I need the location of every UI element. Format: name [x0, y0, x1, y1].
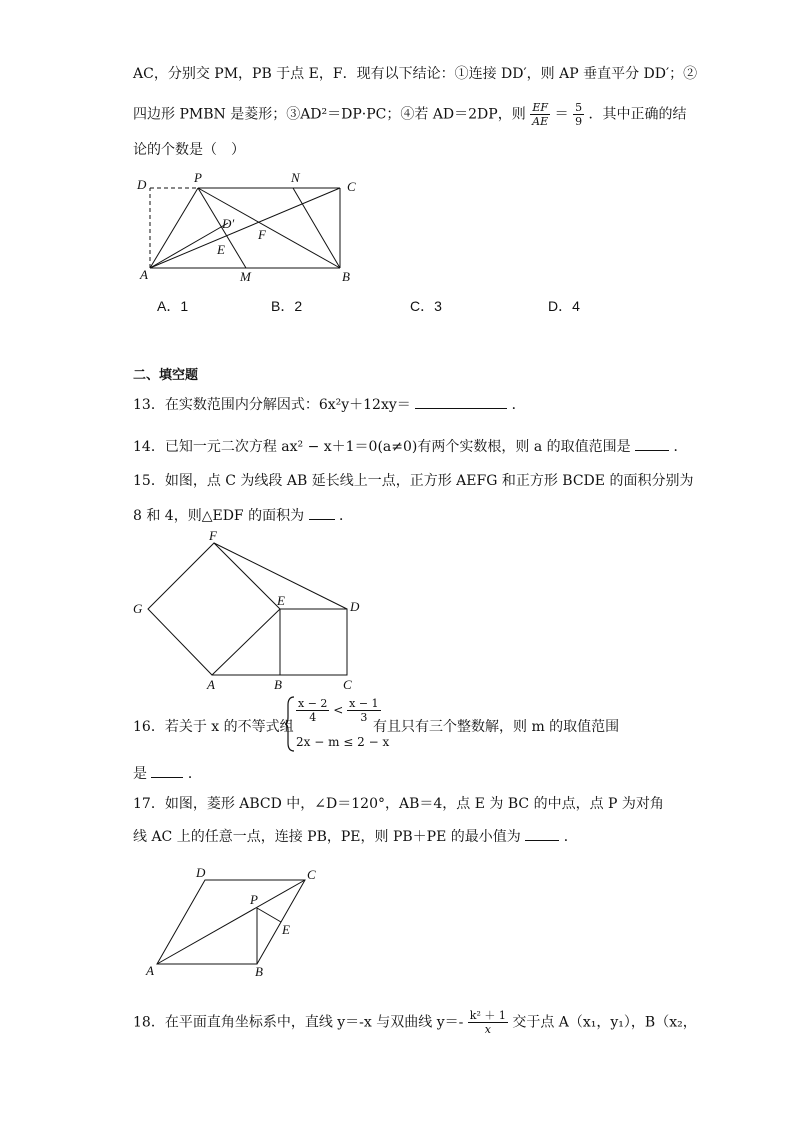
q13-text: 13．在实数范围内分解因式：6x²y＋12xy＝	[133, 397, 411, 413]
q17-answer-blank[interactable]	[525, 826, 559, 841]
section-fill-in-title: 二、填空题	[133, 367, 199, 382]
q16-frac-left-num: x − 2	[298, 697, 328, 710]
q17-label-e: E	[282, 922, 290, 937]
q12-line2-text: 四边形 PMBN 是菱形；③AD²＝DP·PC；④若 AD＝2DP，则	[133, 106, 526, 123]
q12-label-e: E	[217, 242, 225, 257]
q13-end: ．	[511, 397, 526, 413]
q12-label-a: A	[140, 267, 148, 282]
q15-label-a: A	[207, 677, 215, 692]
q12-label-d-prime: D′	[222, 216, 235, 231]
q14-answer-blank[interactable]	[635, 436, 669, 451]
q12-segment-ap	[150, 188, 198, 268]
q12-line2	[133, 101, 687, 128]
q15-end: ．	[339, 508, 353, 524]
q17-line2	[133, 826, 578, 847]
q14-end: ．	[673, 439, 688, 455]
q15-label-c: C	[343, 677, 352, 692]
q18-suffix: 交于点 A（x₁，y₁），B（x₂，	[512, 1014, 697, 1031]
q18-frac-den: x	[484, 1023, 491, 1036]
q12-label-b: B	[342, 269, 350, 284]
q12-fraction-5-9	[573, 101, 584, 128]
q15-label-g: G	[133, 601, 143, 616]
q12-label-m: M	[240, 269, 251, 284]
q15-label-b: B	[274, 677, 282, 692]
q16-line2-text: 是	[133, 766, 147, 782]
q12-label-p: P	[194, 170, 202, 185]
q18-prefix: 18．在平面直角坐标系中，直线 y＝-x 与双曲线 y＝-	[133, 1014, 464, 1031]
q15-line1: 15．如图，点 C 为线段 AB 延长线上一点，正方形 AEFG 和正方形 BCDE 的面积分别为	[133, 473, 694, 489]
q16-answer-blank[interactable]	[151, 763, 183, 778]
q12-line1: AC，分别交 PM，PB 于点 E，F．现有以下结论：①连接 DD′，则 AP 垂直平分 DD′；②	[133, 66, 698, 82]
q12-fraction-ef-ae	[530, 101, 550, 128]
q17-label-b: B	[255, 964, 263, 979]
q12-choice-a[interactable]: A．1	[157, 298, 189, 314]
q17-segment-pe	[257, 908, 281, 922]
q17-label-p: P	[250, 892, 258, 907]
q12-line2-tail: ．其中正确的结	[588, 106, 687, 123]
q12-frac2-den: 9	[575, 115, 583, 128]
q12-label-c: C	[347, 179, 356, 194]
q13	[133, 394, 526, 415]
q15-label-f: F	[209, 528, 217, 543]
q15-square-bcde	[280, 609, 347, 675]
q17-line1: 17．如图，菱形 ABCD 中，∠D＝120°，AB＝4，点 E 为 BC 的中点，点 P 为对角	[133, 796, 664, 812]
q12-eq: ＝	[554, 106, 569, 123]
q18	[133, 1009, 697, 1036]
q16-end: ．	[187, 766, 202, 782]
q13-answer-blank[interactable]	[415, 394, 507, 409]
q16-inequality-1	[296, 697, 381, 724]
q14	[133, 436, 688, 457]
q15-label-d: D	[350, 599, 360, 614]
q16-frac-left	[296, 697, 329, 724]
q12-line3: 论的个数是（ ）	[133, 142, 245, 158]
q12-segment-nb	[293, 188, 340, 268]
q16-frac-right-den: 3	[360, 711, 368, 724]
q12-frac2-num: 5	[575, 101, 583, 114]
q16-op: <	[333, 703, 344, 717]
q17-label-a: A	[146, 963, 154, 978]
q12-frac-num: EF	[530, 101, 550, 115]
q17-line2-text: 线 AC 上的任意一点，连接 PB，PE，则 PB＋PE 的最小值为	[133, 829, 521, 845]
q12-frac-den: AE	[532, 115, 549, 128]
q15-answer-blank[interactable]	[309, 505, 335, 520]
q18-frac-num: k² ＋ 1	[469, 1009, 506, 1022]
q16-frac-right-num: x − 1	[349, 697, 379, 710]
q15-label-e: E	[277, 593, 285, 608]
q17-label-c: C	[307, 867, 316, 882]
q12-figure	[130, 168, 370, 288]
q16-frac-left-den: 4	[309, 711, 317, 724]
q17-figure	[140, 862, 340, 982]
q12-label-n: N	[291, 170, 300, 185]
q12-choice-b[interactable]: B．2	[271, 298, 303, 314]
q16-prefix: 16．若关于 x 的不等式组	[133, 719, 294, 735]
q15-line2-text: 8 和 4，则△EDF 的面积为	[133, 508, 305, 524]
q17-end: ．	[563, 829, 578, 845]
q16-brace	[284, 695, 296, 753]
q12-choice-d[interactable]: D．4	[548, 298, 580, 314]
q16-inequality-2: 2x − m ≤ 2 − x	[296, 735, 390, 749]
q15-line2	[133, 505, 353, 526]
q15-square-aefg	[148, 543, 280, 675]
q17-label-d: D	[196, 865, 206, 880]
q12-choice-c[interactable]: C．3	[410, 298, 442, 314]
q18-fraction	[468, 1009, 508, 1036]
q12-label-f: F	[258, 227, 266, 242]
q16-line2	[133, 763, 202, 784]
q15-figure	[128, 528, 368, 696]
q14-text: 14．已知一元二次方程 ax² − x＋1＝0(a≠0)有两个实数根，则 a 的取值范围是	[133, 439, 631, 455]
q16-suffix: 有且只有三个整数解，则 m 的取值范围	[373, 719, 620, 735]
q12-label-d: D	[137, 177, 147, 192]
q12-segment-ac	[150, 188, 340, 268]
